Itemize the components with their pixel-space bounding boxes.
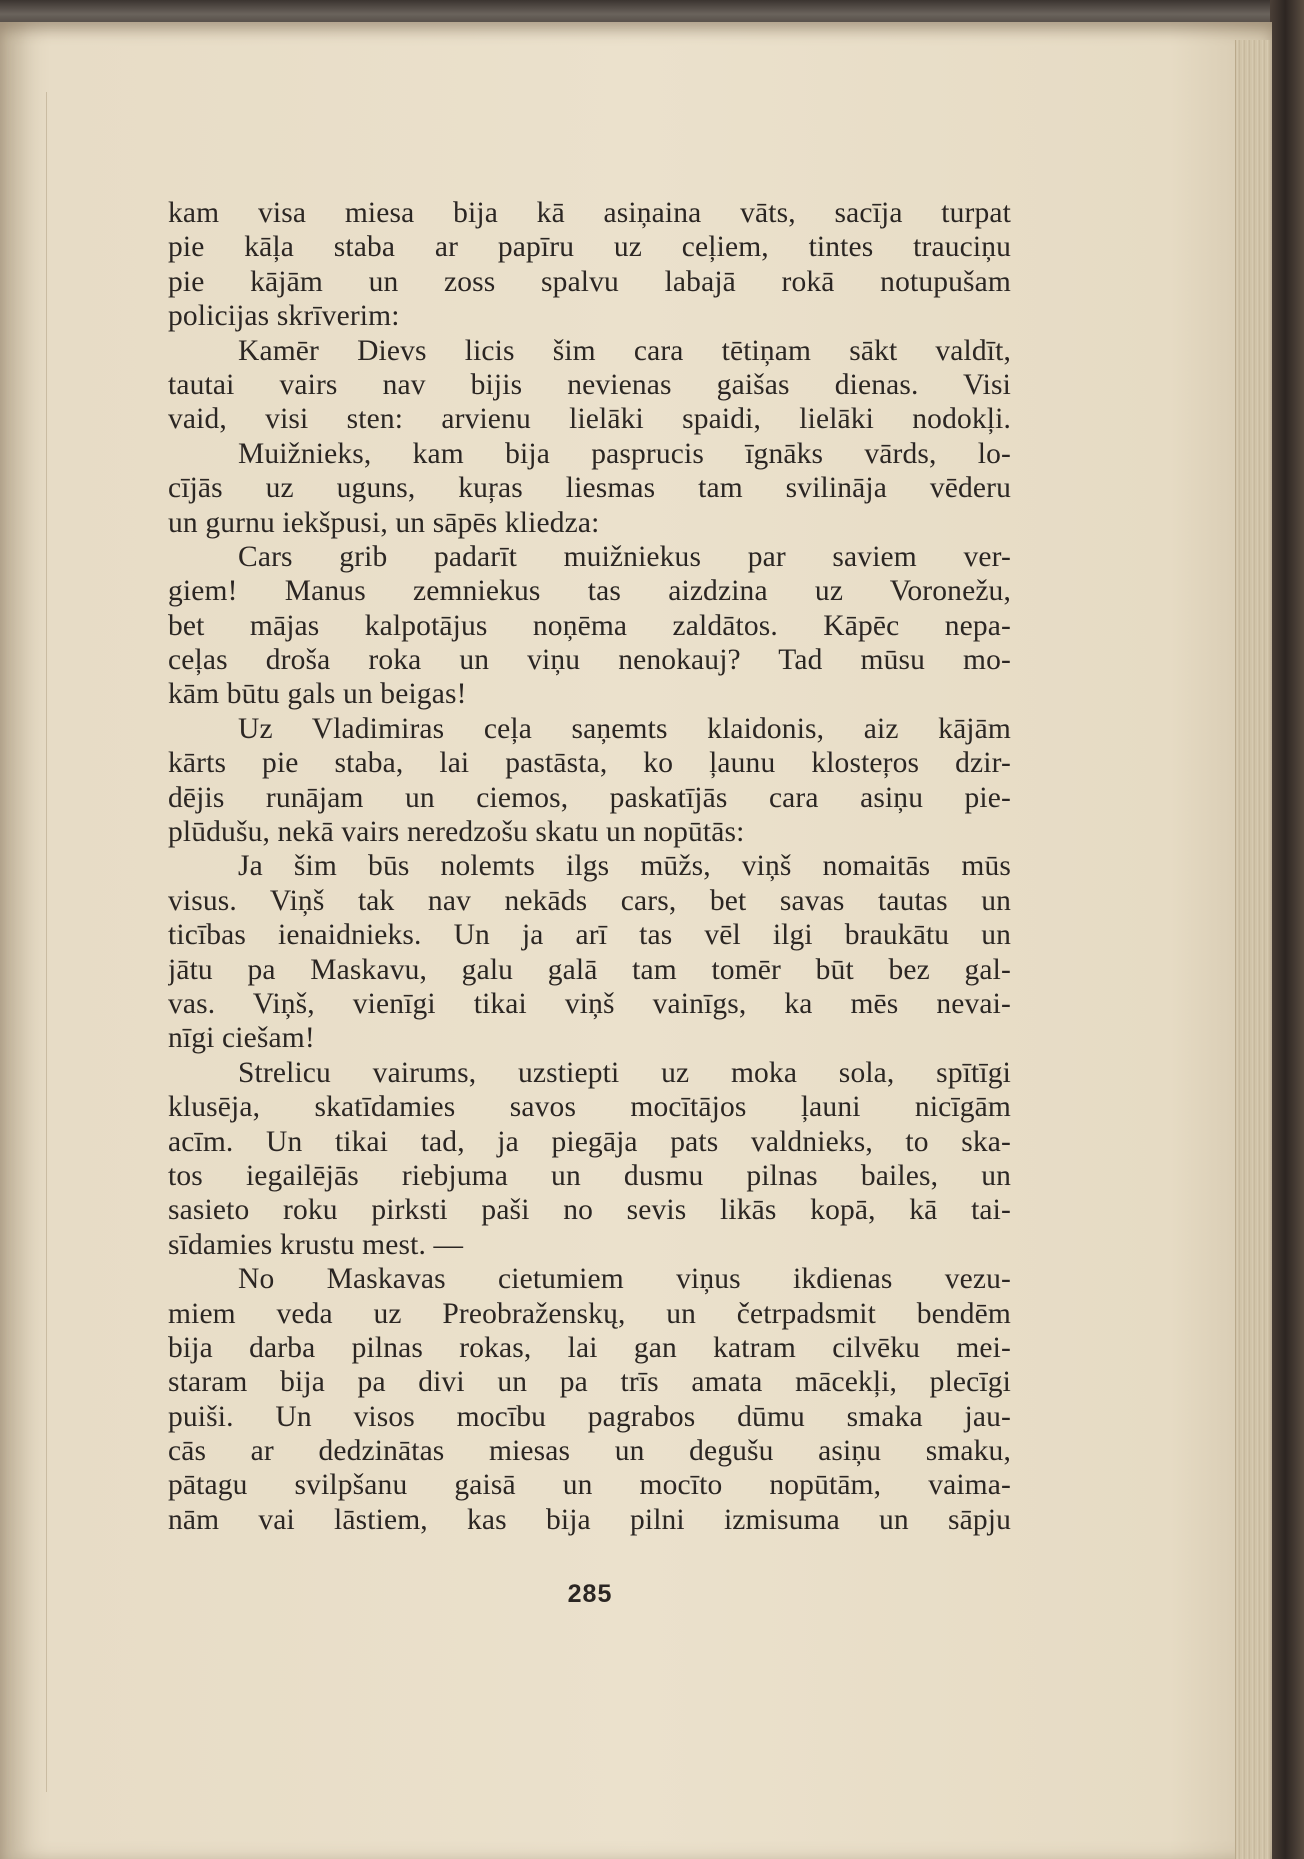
text-line: giem! Manus zemniekus tas aizdzina uz Voronežu, [168,575,1011,608]
text-line: nām vai lāstiem, kas bija pilni izmisuma un sāpju [168,1503,1011,1536]
text-line: pātagu svilpšanu gaisā un mocīto nopūtām, vaima- [168,1469,1011,1502]
book-cover-right [1270,0,1304,1859]
text-line: bet mājas kalpotājus noņēma zaldātos. Kāpēc nepa- [168,609,1011,642]
text-line: tos iegailējās riebjuma un dusmu pilnas bailes, un [168,1159,1011,1192]
text-line: dējis runājam un ciemos, paskatījās cara asiņu pie- [168,781,1011,814]
text-line: cās ar dedzinātas miesas un degušu asiņu smaku, [168,1435,1011,1468]
text-line: jātu pa Maskavu, galu galā tam tomēr būt bez gal- [168,953,1011,986]
text-line: pie kājām un zoss spalvu labajā rokā notupušam [168,265,1011,298]
text-line: policijas skrīverim: [168,300,400,333]
text-line: kām būtu gals un beigas! [168,678,467,711]
text-line: miem veda uz Preobraženskų, un četrpadsmit bendēm [168,1297,1011,1330]
text-line: sīdamies krustu mest. — [168,1228,464,1261]
text-line: un gurnu iekšpusi, un sāpēs kliedza: [168,506,600,539]
text-line: No Maskavas cietumiem viņus ikdienas vezu- [238,1263,1011,1296]
text-line: Kamēr Dievs licis šim cara tētiņam sākt valdīt, [238,334,1011,367]
text-line: ceļas droša roka un viņu nenokauj? Tad mūsu mo- [168,644,1011,677]
text-line: acīm. Un tikai tad, ja piegāja pats valdnieks, to ska- [168,1125,1011,1158]
text-line: vaid, visi sten: arvienu lielāki spaidi, lielāki nodokļi. [168,403,1011,436]
text-line: sasieto roku pirksti paši no sevis likās kopā, kā tai- [168,1194,1011,1227]
text-line: kam visa miesa bija kā asiņaina vāts, sacīja turpat [168,197,1011,229]
text-line: vas. Viņš, vienīgi tikai viņš vainīgs, ka mēs nevai- [168,987,1011,1020]
text-line: cījās uz uguns, kuŗas liesmas tam svilināja vēderu [168,472,1011,505]
page-body-text [168,196,1011,1537]
text-line: Ja šim būs nolemts ilgs mūžs, viņš nomaitās mūs [238,850,1011,883]
text-line: Uz Vladimiras ceļa saņemts klaidonis, aiz kājām [238,712,1011,745]
text-line: Muižnieks, kam bija pasprucis īgnāks vārds, lo- [238,437,1011,470]
page-edges [1235,40,1270,1859]
text-line: kārts pie staba, lai pastāsta, ko ļaunu klosteŗos dzir- [168,747,1011,780]
text-line: Strelicu vairums, uzstiepti uz moka sola, spītīgi [238,1056,1011,1089]
text-line: ticības ienaidnieks. Un ja arī tas vēl ilgi braukātu un [168,919,1011,952]
text-line: visus. Viņš tak nav nekāds cars, bet savas tautas un [168,884,1011,917]
text-line: staram bija pa divi un pa trīs amata mācekļi, plecīgi [168,1366,1011,1399]
page-number: 285 [567,1580,613,1608]
gutter [0,92,47,1792]
text-line: tautai vairs nav bijis nevienas gaišas dienas. Visi [168,368,1011,401]
text-line: bija darba pilnas rokas, lai gan katram cilvēku mei- [168,1331,1011,1364]
text-line: plūdušu, nekā vairs neredzošu skatu un nopūtās: [168,816,745,849]
text-line: Cars grib padarīt muižniekus par saviem ver- [238,540,1011,573]
text-line: puiši. Un visos mocību pagrabos dūmu smaka jau- [168,1400,1011,1433]
text-line: pie kāļa staba ar papīru uz ceļiem, tintes trauciņu [168,231,1011,264]
text-line: nīgi ciešam! [168,1022,315,1055]
text-line: klusēja, skatīdamies savos mocītājos ļauni nicīgām [168,1091,1011,1124]
